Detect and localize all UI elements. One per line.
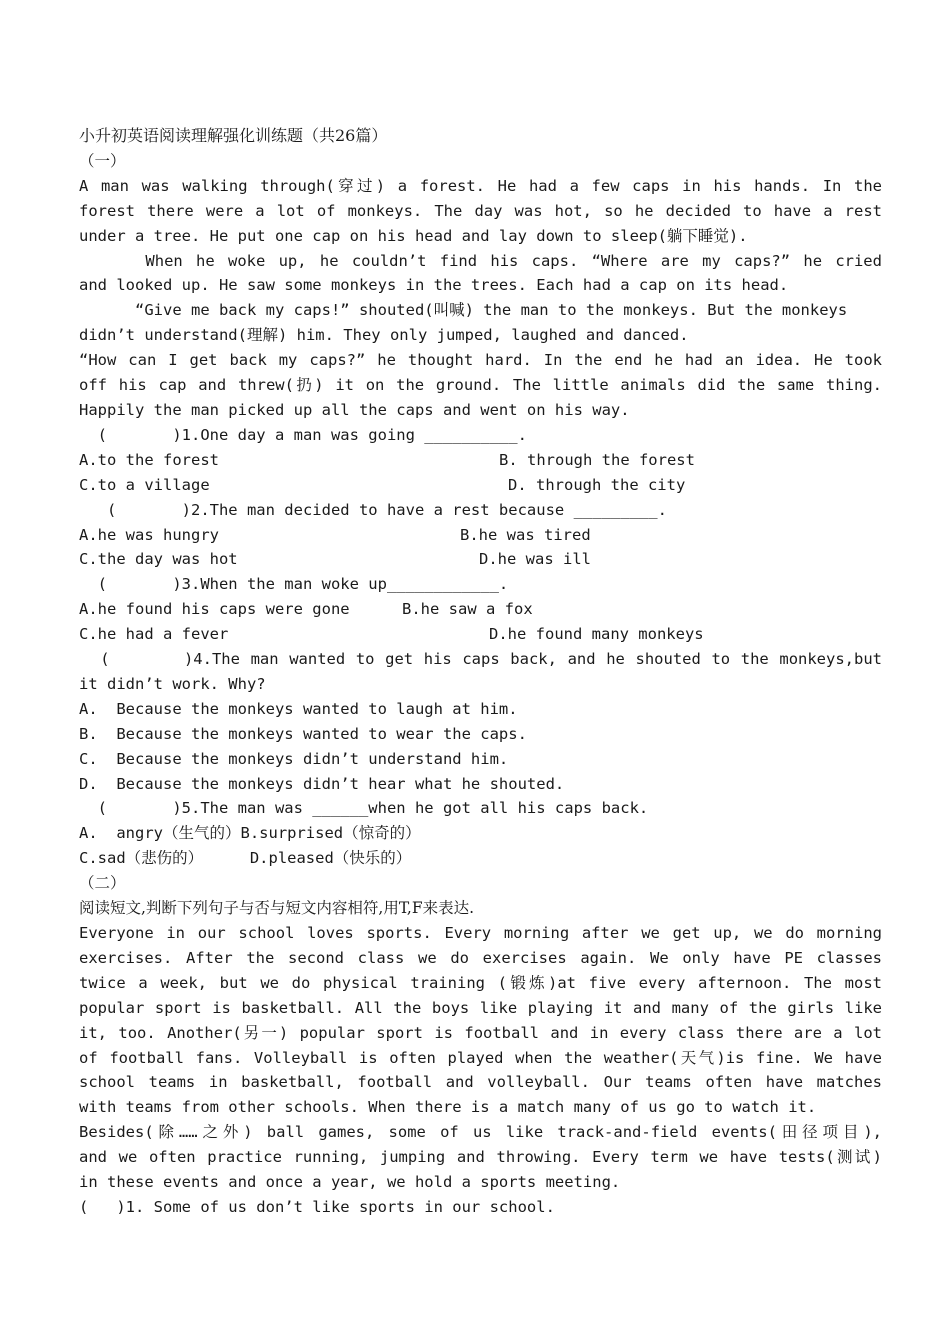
passage-2-instruction: 阅读短文,判断下列句子与否与短文内容相符,用T,F来表达. (79, 899, 475, 918)
option-a: A.he found his caps were gone (79, 600, 350, 619)
passage-1-line: “How can I get back my caps?” he thought hard. In the end he had an idea. He took (79, 351, 882, 370)
passage-2-line: with teams from other schools. When there is a match many of us go to watch it. (79, 1098, 817, 1117)
option-b: B. through the forest (499, 450, 695, 469)
passage-2-line: Besides(除……之外) ball games, some of us like track-and-field events(田径项目), (79, 1123, 882, 1142)
question-2: ( )2.The man decided to have a rest because _________. (79, 500, 667, 519)
passage-1-line: forest there were a lot of monkeys. The day was hot, so he decided to have a rest (79, 201, 882, 220)
option-c: C. Because the monkeys didn’t understand him. (79, 749, 509, 768)
option-a: A.he was hungry (79, 525, 219, 544)
question-1-options-row-1 (79, 448, 882, 473)
passage-2-line: twice a week, but we do physical training (锻炼)at five every afternoon. The most (79, 973, 882, 992)
document-page (79, 124, 882, 1220)
question-2-options-row-2 (79, 547, 882, 572)
passage-1-line: When he woke up, he couldn’t find his caps. “Where are my caps?” he cried (79, 251, 882, 270)
question-5-options-row-1: A. angry（生气的）B.surprised（惊奇的） (79, 824, 421, 843)
passage-1-line: “Give me back my caps!” shouted(叫喊) the man to the monkeys. But the monkeys (79, 301, 848, 320)
passage-1-line: didn’t understand(理解) him. They only jumped, laughed and danced. (79, 326, 689, 345)
question-3-options-row-2 (79, 622, 882, 647)
option-a: A. Because the monkeys wanted to laugh at him. (79, 699, 518, 718)
document-title: 小升初英语阅读理解强化训练题（共26篇） (79, 126, 388, 145)
passage-1-line: Happily the man picked up all the caps and went on his way. (79, 400, 630, 419)
passage-2-line: and we often practice running, jumping and throwing. Every term we have tests(测试) (79, 1148, 882, 1167)
passage-2-line: of football fans. Volleyball is often played when the weather(天气)is fine. We have (79, 1048, 882, 1067)
option-b: B.he saw a fox (402, 600, 533, 619)
option-b: B. Because the monkeys wanted to wear the caps. (79, 724, 527, 743)
option-a: A.to the forest (79, 450, 219, 469)
passage-2-line: Everyone in our school loves sports. Every morning after we get up, we do morning (79, 924, 882, 942)
option-d: D. Because the monkeys didn’t hear what he shouted. (79, 774, 565, 793)
passage-2-line: popular sport is basketball. All the boys like playing it and many of the girls like (79, 998, 882, 1017)
passage-2-line: exercises. After the second class we do exercises again. We only have PE classes (79, 948, 882, 967)
option-b: B.he was tired (460, 525, 591, 544)
option-d: D.he found many monkeys (489, 625, 704, 644)
question-1: ( )1.One day a man was going __________. (79, 425, 527, 444)
question-3: ( )3.When the man woke up____________. (79, 575, 509, 594)
question-2-options-row-1 (79, 523, 882, 548)
passage-1-line: and looked up. He saw some monkeys in the trees. Each had a cap on its head. (79, 276, 789, 295)
question-5: ( )5.The man was ______when he got all his caps back. (79, 799, 649, 818)
option-c: C.to a village (79, 475, 210, 494)
passage-2-question-1: ( )1. Some of us don’t like sports in our school. (79, 1197, 555, 1216)
passage-1-line: under a tree. He put one cap on his head and lay down to sleep(躺下睡觉). (79, 226, 748, 245)
passage-1-line: A man was walking through(穿过) a forest. He had a few caps in his hands. In the (79, 176, 882, 195)
passage-2-line: in these events and once a year, we hold a sports meeting. (79, 1173, 621, 1192)
passage-2-line: it, too. Another(另一) popular sport is football and in every class there are a lot (79, 1023, 882, 1042)
question-3-options-row-1 (79, 597, 882, 622)
passage-1-line: off his cap and threw(扔) it on the ground. The little animals did the same thing. (79, 376, 882, 395)
option-c: C.he had a fever (79, 625, 229, 644)
question-5-options-row-2: C.sad（悲伤的） D.pleased（快乐的） (79, 849, 412, 868)
passage-2-line: school teams in basketball, football and volleyball. Our teams often have matches (79, 1073, 882, 1092)
option-d: D. through the city (508, 475, 686, 494)
passage-2-heading: （二） (79, 874, 126, 893)
question-4-continued: it didn’t work. Why? (79, 674, 266, 693)
passage-1-heading: （一） (79, 151, 126, 170)
option-c: C.the day was hot (79, 550, 238, 569)
option-d: D.he was ill (479, 550, 591, 569)
question-4: ( )4.The man wanted to get his caps back, and he shouted to the monkeys,but (79, 650, 882, 669)
question-1-options-row-2 (79, 473, 882, 498)
